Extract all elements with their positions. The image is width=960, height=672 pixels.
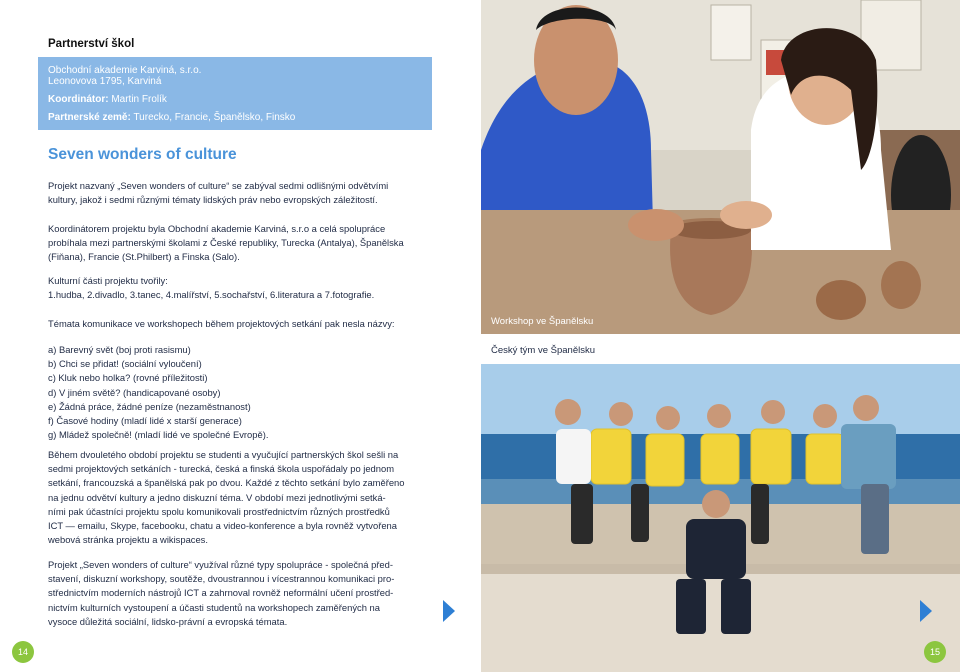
partners-label: Partnerské země: xyxy=(48,112,131,123)
top-photo-caption: Workshop ve Španělsku xyxy=(491,316,594,327)
project-line: nictvím kulturních vystoupení a účasti studentů na workshopech zaměřených na xyxy=(48,601,380,613)
topics-intro-line: Témata komunikace ve workshopech během projektových setkání pak nesla názvy: xyxy=(48,318,395,329)
topic-item: a) Barevný svět (boj proti rasismu) xyxy=(48,344,191,355)
topic-item: b) Chci se přidat! (sociální vyloučení) xyxy=(48,358,202,370)
article-title: Seven wonders of culture xyxy=(48,146,237,163)
coordinator-line xyxy=(48,94,167,105)
coordinator-name: Martin Frolík xyxy=(111,94,167,105)
period-line: webová stránka projektu a wikispaces. xyxy=(48,534,208,546)
project-line: stavení, diskuzní workshopy, soutěže, dvoustrannou i vícestrannou komunikaci pro- xyxy=(48,573,395,585)
section-label: Partnerství škol xyxy=(48,38,135,50)
period-line: ICT — emailu, Skype, facebooku, chatu a video-konference a byla rovněž vytvořena xyxy=(48,520,397,532)
parts-line: Kulturní části projektu tvořily: xyxy=(48,275,168,286)
school-address: Leonovova 1795, Karviná xyxy=(48,76,162,87)
topic-item: c) Kluk nebo holka? (rovné příležitosti) xyxy=(48,372,208,384)
topics-list xyxy=(48,343,440,442)
coordinator-label: Koordinátor: xyxy=(48,94,109,105)
coordination-paragraph xyxy=(48,222,440,265)
project-line: střednictvím moderních nástrojů ICT a zahrnoval rovněž neformální učení prostřed- xyxy=(48,587,394,599)
pottery-workshop-photo xyxy=(481,0,960,334)
continue-arrow-left-icon xyxy=(443,600,455,622)
coordination-line: Koordinátorem projektu byla Obchodní akademie Karviná, s.r.o a celá spolupráce xyxy=(48,223,386,234)
intro-line: kultury, jakož i sedmi různými tématy lidských práv nebo evropských záležitostí. xyxy=(48,194,378,206)
parts-paragraph xyxy=(48,274,440,302)
topic-item: d) V jiném světě? (handicapované osoby) xyxy=(48,386,221,398)
project-paragraph xyxy=(48,558,440,629)
team-beach-photo xyxy=(481,364,960,672)
period-line: setkání, francouzská a španělská pak po dvou. Každé z těchto setkání bylo zaměřeno xyxy=(48,477,405,489)
partners-line xyxy=(48,112,295,123)
period-line: ními pak účastníci projektu spolu komunikovali prostřednictvím různých prostředků xyxy=(48,505,390,517)
school-info-box xyxy=(38,57,432,130)
period-line: na jednu odvětví kultury a jedno diskuzní téma. V období mezi jednotlivými setká- xyxy=(48,491,386,503)
intro-line: Projekt nazvaný „Seven wonders of culture“ se zabýval sedmi odlišnými odvětvími xyxy=(48,180,389,191)
period-line: Během dvouletého období projektu se studenti a vyučující partnerských škol sešli na xyxy=(48,449,399,460)
page-number-right: 15 xyxy=(924,641,946,663)
period-paragraph xyxy=(48,448,440,547)
intro-paragraph xyxy=(48,179,440,207)
topic-item: e) Žádná práce, žádné peníze (nezaměstnanost) xyxy=(48,400,251,412)
project-line: Projekt „Seven wonders of culture“ využíval různé typy spolupráce - společná před- xyxy=(48,559,393,570)
topic-item: g) Mládež společně! (mladí lidé ve společné Evropě). xyxy=(48,429,269,441)
beach-team-illustration xyxy=(481,364,960,672)
continue-arrow-right-icon xyxy=(920,600,932,622)
project-line: vysoce důležitá sociální, lidsko-právní a evropská témata. xyxy=(48,615,288,627)
partners-list: Turecko, Francie, Španělsko, Finsko xyxy=(133,112,296,123)
page-number-left: 14 xyxy=(12,641,34,663)
coordination-line: probíhala mezi partnerskými školami z České republiky, Turecka (Antalya), Španělska xyxy=(48,237,404,249)
parts-line: 1.hudba, 2.divadlo, 3.tanec, 4.malířství, 5.sochařství, 6.literatura a 7.fotografie. xyxy=(48,289,375,301)
bottom-photo-caption: Český tým ve Španělsku xyxy=(491,345,596,356)
topics-intro xyxy=(48,317,440,331)
topic-item: f) Časové hodiny (mladí lidé x starší generace) xyxy=(48,415,242,427)
coordination-line: (Fiňana), Francie (St.Philbert) a Finska (Salo). xyxy=(48,251,240,263)
period-line: sedmi projektových setkáních - turecká, česká a finská škola uspořádaly po jednom xyxy=(48,463,395,475)
pottery-scene-illustration xyxy=(481,0,960,334)
school-name: Obchodní akademie Karviná, s.r.o. xyxy=(48,65,202,76)
